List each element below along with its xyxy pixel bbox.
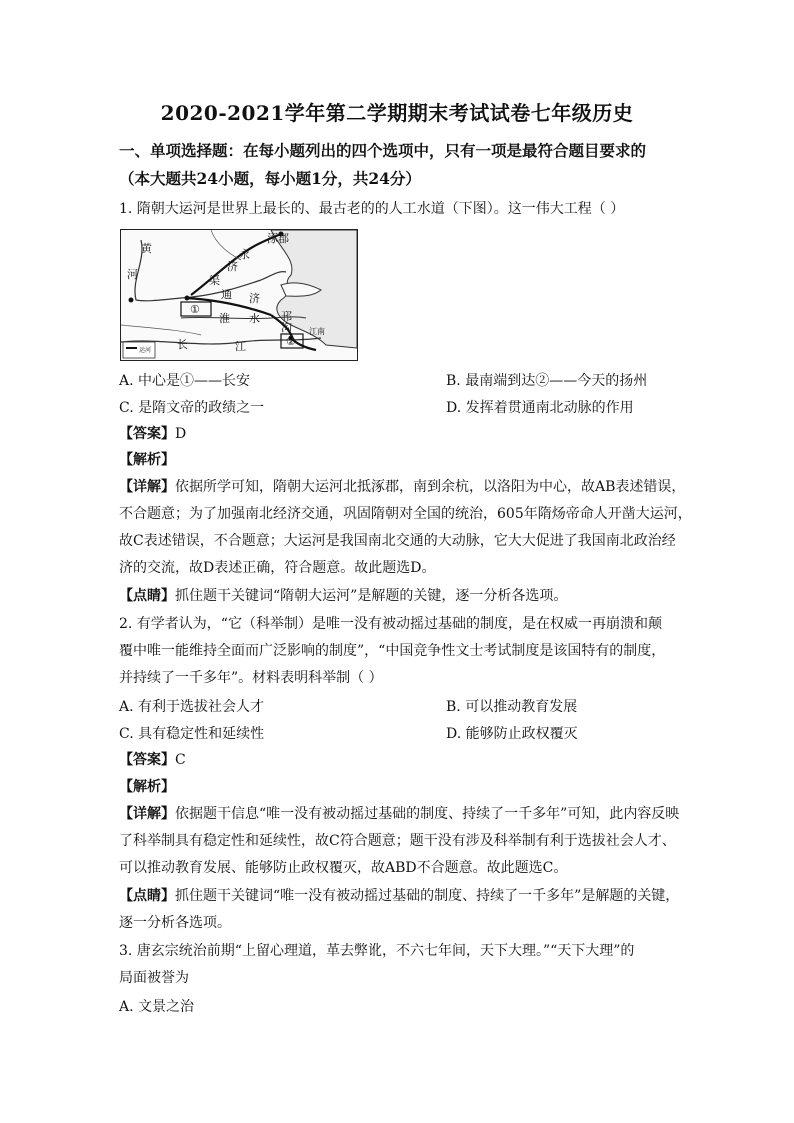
grand-canal-map — [120, 229, 358, 361]
detail-text: 依据题干信息“唯一没有被动摇过基础的制度、持续了一千多年”可知，此内容反映 — [175, 806, 680, 822]
q3-stem-line-2: 局面被誉为 — [119, 970, 189, 986]
section-subheading: （本大题共24小题，每小题1分，共24分） — [119, 169, 421, 188]
q3-option-a: A. 文景之治 — [119, 999, 195, 1015]
q1-option-a: A. 中心是①——长安 — [119, 373, 251, 389]
q2-option-d: D. 能够防止政权覆灭 — [446, 726, 578, 742]
q1-analysis-tag: 【解析】 — [119, 452, 175, 468]
label-box2: ② — [286, 335, 296, 348]
answer-tag: 【答案】 — [119, 752, 175, 768]
q2-option-c: C. 具有稳定性和延续性 — [119, 726, 265, 742]
q2-stem-line-2: 覆中唯一能维持全面而广泛影响的制度”，“中国竞争性文士考试制度是该国特有的制度， — [119, 643, 666, 659]
label-shui: 水 — [249, 312, 260, 325]
q1-option-b: B. 最南端到达②——今天的扬州 — [446, 373, 648, 389]
label-qu: 渠 — [209, 274, 220, 287]
label-tongji: 济 — [249, 292, 260, 305]
q2-comment-line-1 — [119, 886, 679, 906]
q1-detail-line-1 — [119, 477, 685, 497]
q2-detail-line-2: 了科举制具有稳定性和延续性，故C符合题意；题干没有涉及科举制有利于选拔社会人才、 — [119, 833, 676, 849]
label-jiang: 江 — [235, 340, 246, 353]
q3-stem-line-1: 3. 唐玄宗统治前期“上留心理道，革去弊讹，不六七年间，天下大理。”“天下大理”的 — [119, 943, 635, 959]
q2-option-b: B. 可以推动教育发展 — [446, 699, 578, 715]
label-chang: 长 — [177, 338, 188, 351]
detail-tag: 【详解】 — [119, 806, 175, 822]
q1-detail-line-4: 济的交流，故D表述正确，符合题意。故此题选D。 — [119, 560, 436, 576]
label-jiangnan: 江南 — [309, 327, 325, 336]
label-tong: 通 — [221, 288, 232, 301]
q2-option-a: A. 有利于选拔社会人才 — [119, 699, 265, 715]
detail-text: 依据所学可知，隋朝大运河北抵涿郡，南到余杭，以洛阳为中心，故AB表述错误， — [175, 479, 686, 495]
detail-tag: 【详解】 — [119, 479, 175, 495]
label-gou: 沟 — [281, 321, 292, 334]
q1-option-d: D. 发挥着贯通南北动脉的作用 — [446, 400, 634, 416]
answer-tag: 【答案】 — [119, 426, 175, 442]
label-han: 邗 — [281, 310, 292, 323]
q1-detail-line-2: 不合题意；为了加强南北经济交通，巩固隋朝对全国的统治，605年隋炀帝命人开凿大运河， — [119, 506, 692, 522]
label-yong: 永 — [239, 248, 250, 261]
q1-stem: 1. 隋朝大运河是世界上最长的、最古老的的人工水道（下图）。这一伟大工程（ ） — [119, 201, 625, 217]
comment-tag: 【点睛】 — [119, 888, 175, 904]
q2-stem-line-3: 并持续了一千多年”。材料表明科举制（ ） — [119, 670, 383, 686]
q1-option-c: C. 是隋文帝的政绩之一 — [119, 400, 265, 416]
comment-text: 抓住题干关键词“唯一没有被动摇过基础的制度、持续了一千多年”是解题的关键， — [175, 888, 680, 904]
page-title: 2020-2021学年第二学期期末考试试卷七年级历史 — [160, 101, 634, 125]
comment-text: 抓住题干关键词“隋朝大运河”是解题的关键，逐一分析各选项。 — [175, 588, 568, 604]
label-box1: ① — [190, 303, 200, 316]
grand-canal-map-figure — [121, 230, 357, 360]
label-huang: 黄 — [141, 242, 152, 255]
answer-value: C — [175, 752, 186, 768]
q2-comment-line-2: 逐一分析各选项。 — [119, 915, 231, 931]
answer-value: D — [175, 426, 187, 442]
label-huai: 淮 — [219, 312, 230, 325]
label-he: 河 — [127, 268, 138, 281]
q1-comment — [119, 586, 567, 606]
q2-detail-line-1 — [119, 804, 679, 824]
label-legend: 运河 — [139, 347, 152, 354]
q2-detail-line-3: 可以推动教育发展、能够防止政权覆灭，故ABD不合题意。故此题选C。 — [119, 860, 568, 876]
q2-analysis-tag: 【解析】 — [119, 779, 175, 795]
label-zhuojun: 涿郡 — [267, 232, 289, 245]
section-heading: 一、单项选择题：在每小题列出的四个选项中，只有一项是最符合题目要求的 — [119, 141, 647, 160]
label-ji: 济 — [227, 260, 238, 273]
q1-answer — [119, 424, 186, 444]
q2-stem-line-1: 2. 有学者认为，“它（科举制）是唯一没有被动摇过基础的制度，是在权威一再崩溃和颠 — [119, 616, 662, 632]
q2-answer — [119, 750, 186, 770]
q1-detail-line-3: 故C表述错误，不合题意；大运河是我国南北交通的大动脉，它大大促进了我国南北政治经 — [119, 533, 676, 549]
comment-tag: 【点睛】 — [119, 588, 175, 604]
